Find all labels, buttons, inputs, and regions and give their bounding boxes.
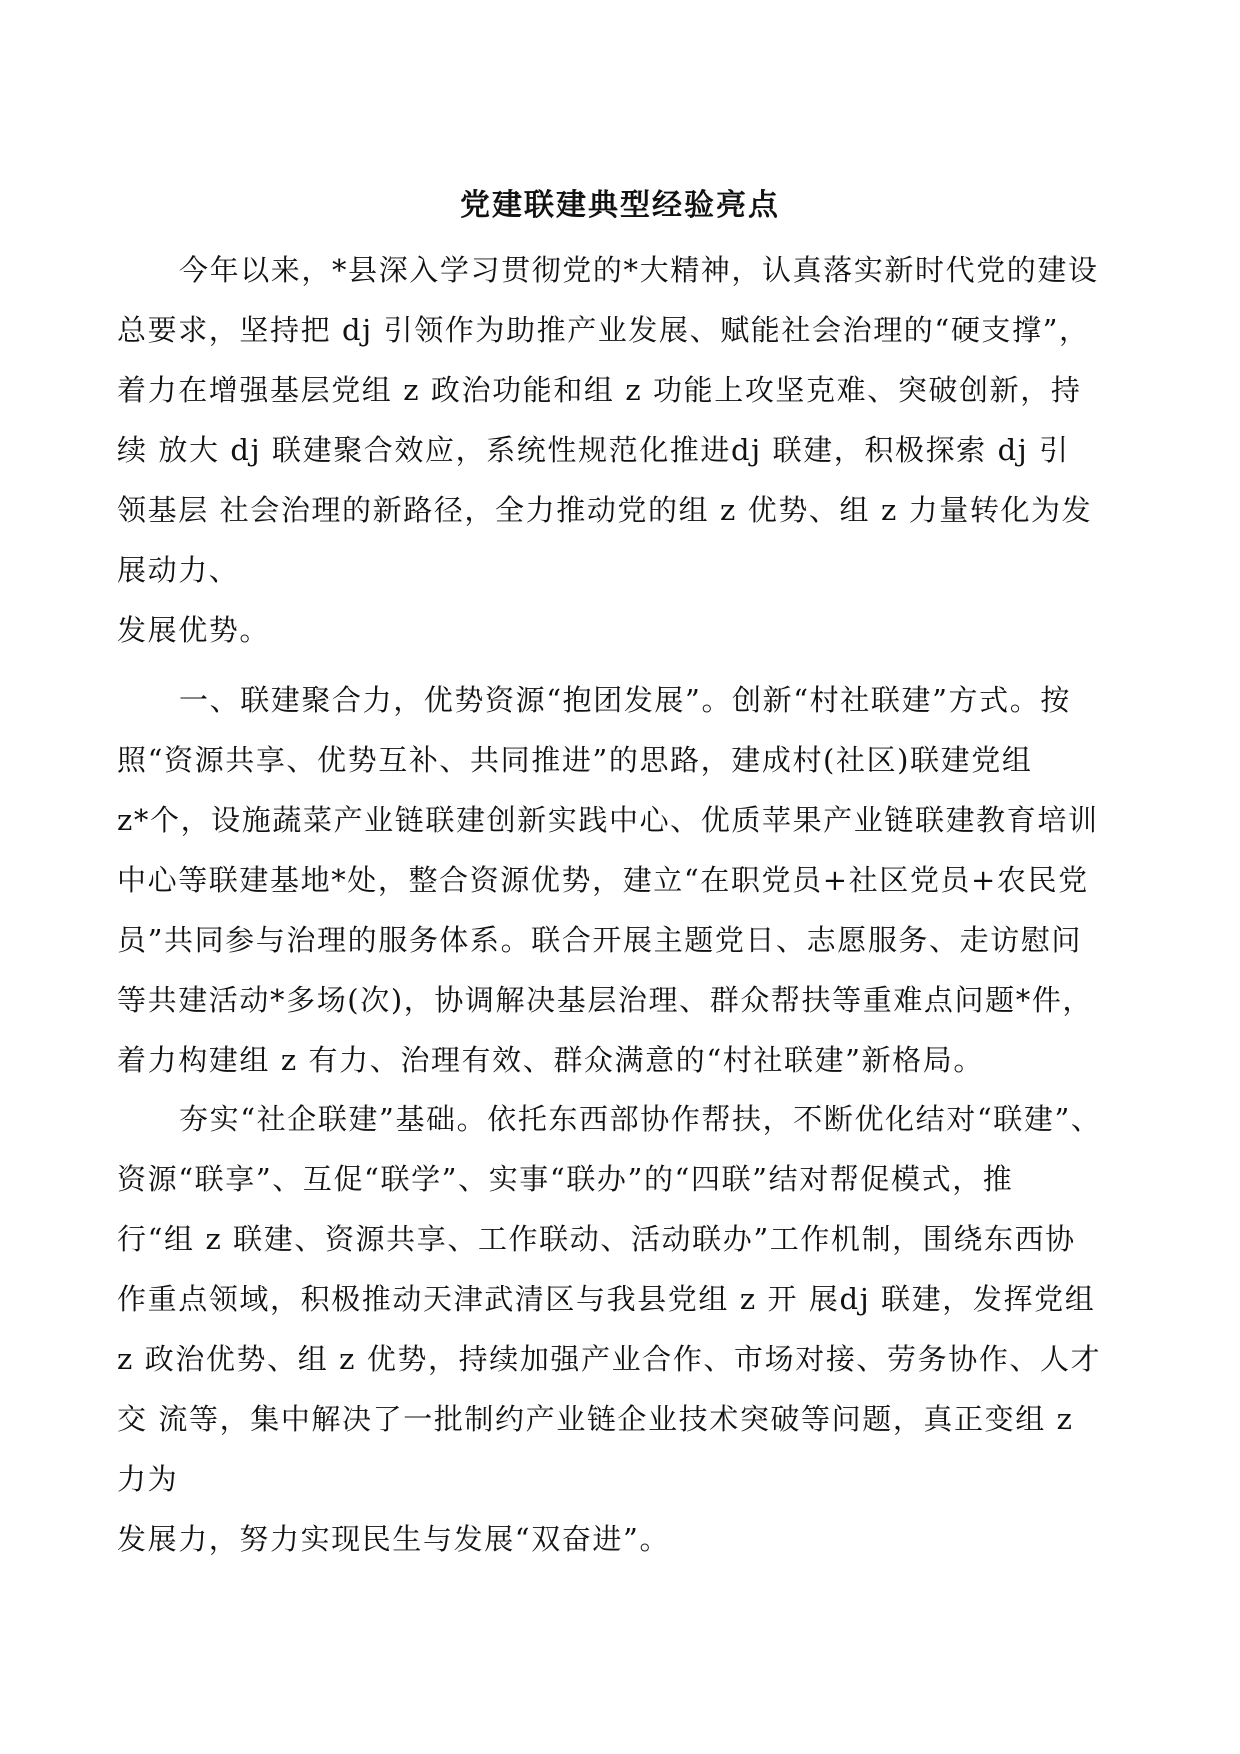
text-line: 发展优势。 xyxy=(117,613,271,647)
text-line: 着力构建组 z 有力、治理有效、群众满意的“村社联建”新格局。 xyxy=(117,1043,984,1077)
text-line: 交 流等，集中解决了一批制约产业链企业技术突破等问题，真正变组 z xyxy=(117,1402,1074,1436)
paragraph-intro xyxy=(117,240,1127,600)
text-line: 员”共同参与治理的服务体系。联合开展主题党日、志愿服务、走访慰问 xyxy=(117,923,1083,957)
text-line: 夯实“社企联建”基础。依托东西部协作帮扶，不断优化结对“联建”、 xyxy=(179,1102,1102,1136)
text-line: 等共建活动*多场(次)，协调解决基层治理、群众帮扶等重难点问题*件， xyxy=(117,983,1094,1017)
paragraph-social-enterprise xyxy=(117,1089,1127,1509)
text-line: 着力在增强基层党组 z 政治功能和组 z 功能上攻坚克难、突破创新，持 xyxy=(117,373,1082,407)
text-line: 力为 xyxy=(117,1462,179,1496)
text-line: 总要求，坚持把 dj 引领作为助推产业发展、赋能社会治理的“硬支撑”， xyxy=(117,313,1090,347)
text-line: 中心等联建基地*处，整合资源优势，建立“在职党员+社区党员+农民党 xyxy=(117,863,1089,897)
document-title: 党建联建典型经验亮点 xyxy=(460,188,780,223)
text-line: z 政治优势、组 z 优势，持续加强产业合作、市场对接、劳务协作、人才 xyxy=(117,1342,1102,1376)
text-line: 行“组 z 联建、资源共享、工作联动、活动联办”工作机制，围绕东西协 xyxy=(117,1222,1076,1256)
text-line: 发展力，努力实现民生与发展“双奋进”。 xyxy=(117,1522,671,1556)
paragraph-section-one xyxy=(117,670,1127,1090)
text-line: 展动力、 xyxy=(117,553,240,587)
text-line: 一、联建聚合力，优势资源“抱团发展”。创新“村社联建”方式。按 xyxy=(179,683,1071,717)
text-line: z*个，设施蔬菜产业链联建创新实践中心、优质苹果产业链联建教育培训 xyxy=(117,803,1099,837)
text-line: 续 放大 dj 联建聚合效应，系统性规范化推进dj 联建，积极探索 dj 引 xyxy=(117,433,1070,467)
text-line: 照“资源共享、优势互补、共同推进”的思路，建成村(社区)联建党组 xyxy=(117,743,1033,777)
text-line: 作重点领域，积极推动天津武清区与我县党组 z 开 展dj 联建，发挥党组 xyxy=(117,1282,1096,1316)
paragraph-social-enterprise-continued xyxy=(117,1509,1127,1569)
paragraph-intro-continued xyxy=(117,600,1127,660)
text-line: 资源“联享”、互促“联学”、实事“联办”的“四联”结对帮促模式，推 xyxy=(117,1162,1014,1196)
text-line: 今年以来，*县深入学习贯彻党的*大精神，认真落实新时代党的建设 xyxy=(179,253,1099,287)
text-line: 领基层 社会治理的新路径，全力推动党的组 z 优势、组 z 力量转化为发 xyxy=(117,493,1093,527)
